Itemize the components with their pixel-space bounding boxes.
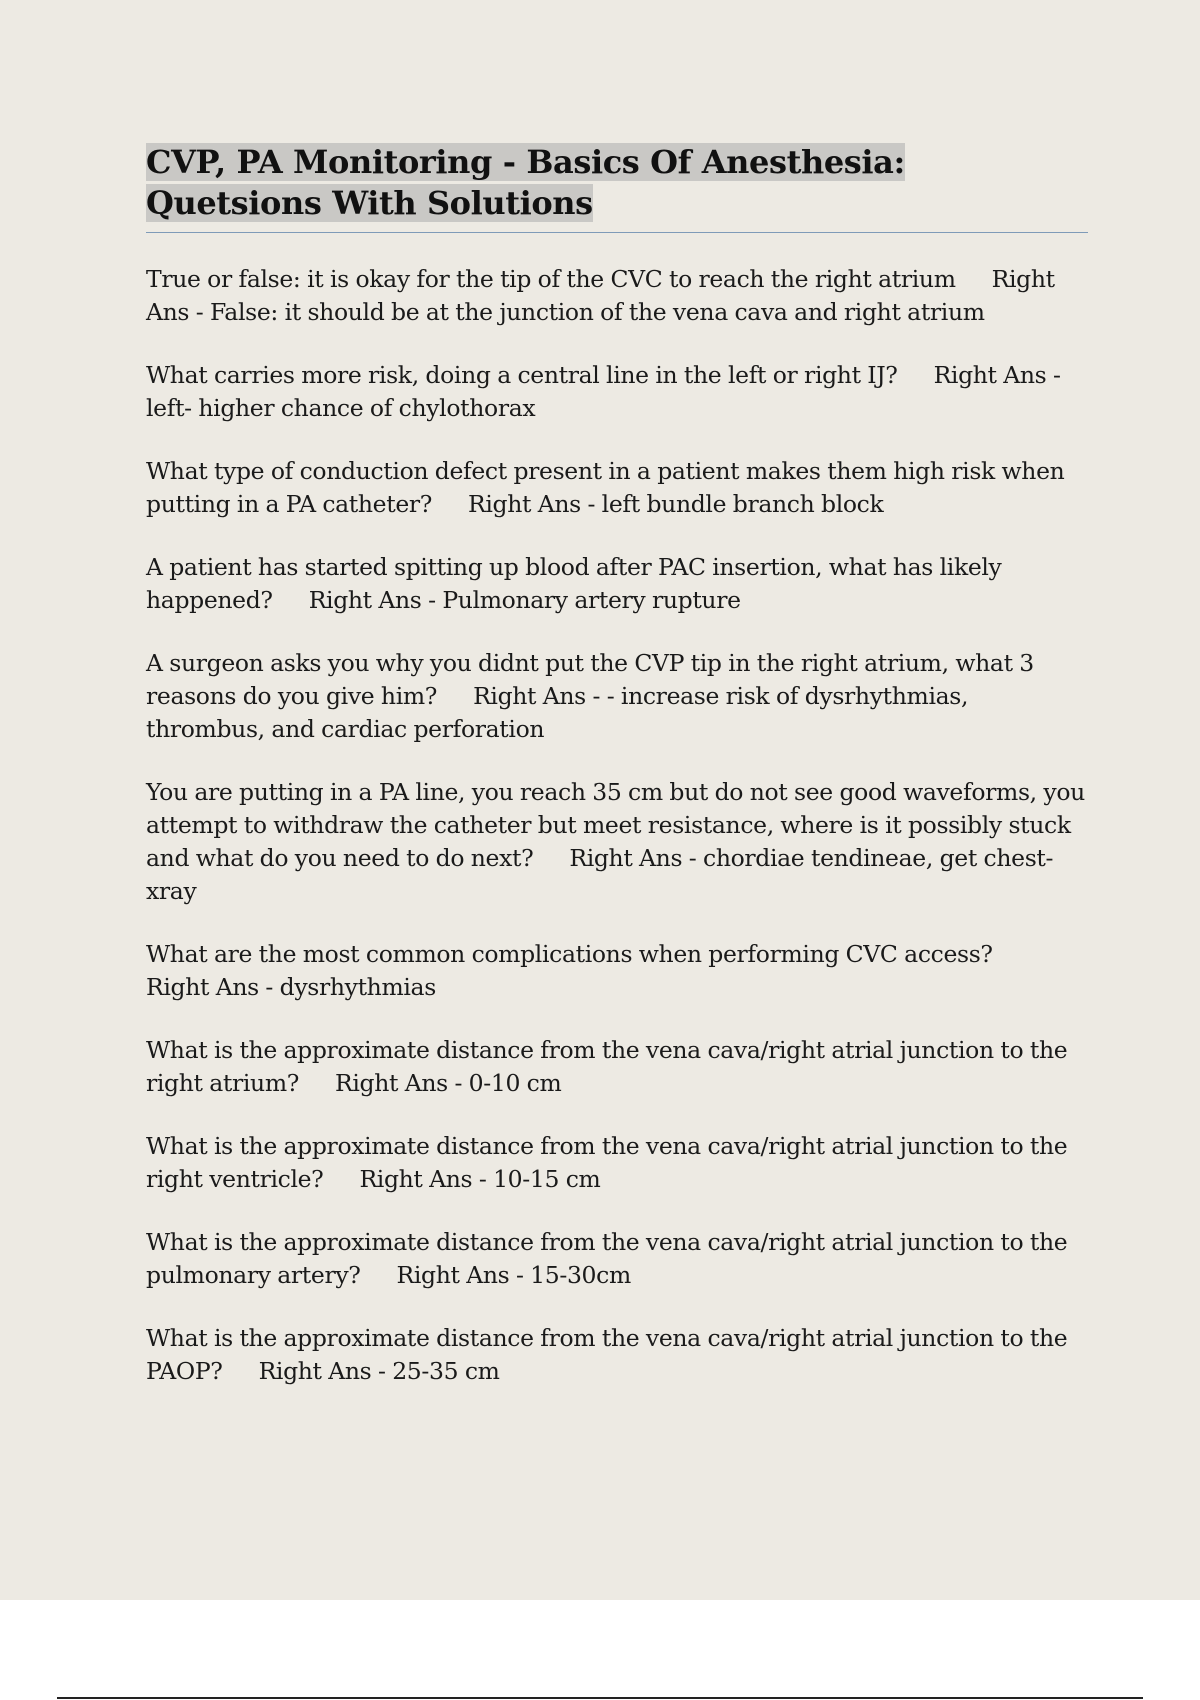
question-text: True or false: it is okay for the tip of the CVC to reach the right atrium xyxy=(146,265,956,293)
document-title-text: CVP, PA Monitoring - Basics Of Anesthesia: Quetsions With Solutions xyxy=(146,143,905,222)
document-title xyxy=(146,142,1088,224)
qa-item-10 xyxy=(146,1226,1088,1292)
question-text: What carries more risk, doing a central line in the left or right IJ? xyxy=(146,361,898,389)
qa-item-1 xyxy=(146,263,1088,329)
answer-text: Right Ans - left- higher chance of chylothorax xyxy=(146,361,1061,422)
qa-item-8 xyxy=(146,1034,1088,1100)
footer-divider xyxy=(57,1697,1143,1699)
qa-item-11 xyxy=(146,1322,1088,1388)
question-text: What type of conduction defect present in a patient makes them high risk when putting in a PA catheter? xyxy=(146,457,1065,518)
qa-item-9 xyxy=(146,1130,1088,1196)
question-text: What is the approximate distance from the vena cava/right atrial junction to the right ventricle? xyxy=(146,1132,1068,1193)
qa-item-5 xyxy=(146,647,1088,746)
question-text: What is the approximate distance from the vena cava/right atrial junction to the PAOP? xyxy=(146,1324,1068,1385)
answer-text: Right Ans - left bundle branch block xyxy=(468,490,884,518)
answer-text: Right Ans - False: it should be at the junction of the vena cava and right atrium xyxy=(146,265,1055,326)
answer-text: Right Ans - chordiae tendineae, get chest-xray xyxy=(146,844,1054,905)
qa-item-6 xyxy=(146,776,1088,908)
title-divider xyxy=(146,232,1088,233)
answer-text: Right Ans - 25-35 cm xyxy=(258,1357,500,1385)
answer-text: Right Ans - 0-10 cm xyxy=(335,1069,562,1097)
question-text: What is the approximate distance from the vena cava/right atrial junction to the pulmonary artery? xyxy=(146,1228,1068,1289)
question-text: What are the most common complications when performing CVC access? xyxy=(146,940,993,968)
question-text: You are putting in a PA line, you reach 35 cm but do not see good waveforms, you attempt to withdraw the catheter but meet resistance, where is it possibly stuck and what do you need to do next? xyxy=(146,778,1085,872)
qa-item-4 xyxy=(146,551,1088,617)
qa-item-7 xyxy=(146,938,1088,1004)
question-text: What is the approximate distance from the vena cava/right atrial junction to the right atrium? xyxy=(146,1036,1068,1097)
document-content xyxy=(146,142,1088,1418)
answer-text: Right Ans - 10-15 cm xyxy=(359,1165,601,1193)
answer-text: Right Ans - Pulmonary artery rupture xyxy=(308,586,741,614)
qa-item-2 xyxy=(146,359,1088,425)
qa-item-3 xyxy=(146,455,1088,521)
answer-text: Right Ans - dysrhythmias xyxy=(146,973,436,1001)
answer-text: Right Ans - 15-30cm xyxy=(396,1261,631,1289)
question-text: A patient has started spitting up blood after PAC insertion, what has likely happened? xyxy=(146,553,1002,614)
question-text: A surgeon asks you why you didnt put the CVP tip in the right atrium, what 3 reasons do you give him? xyxy=(146,649,1034,710)
answer-text: Right Ans - - increase risk of dysrhythmias, thrombus, and cardiac perforation xyxy=(146,682,969,743)
